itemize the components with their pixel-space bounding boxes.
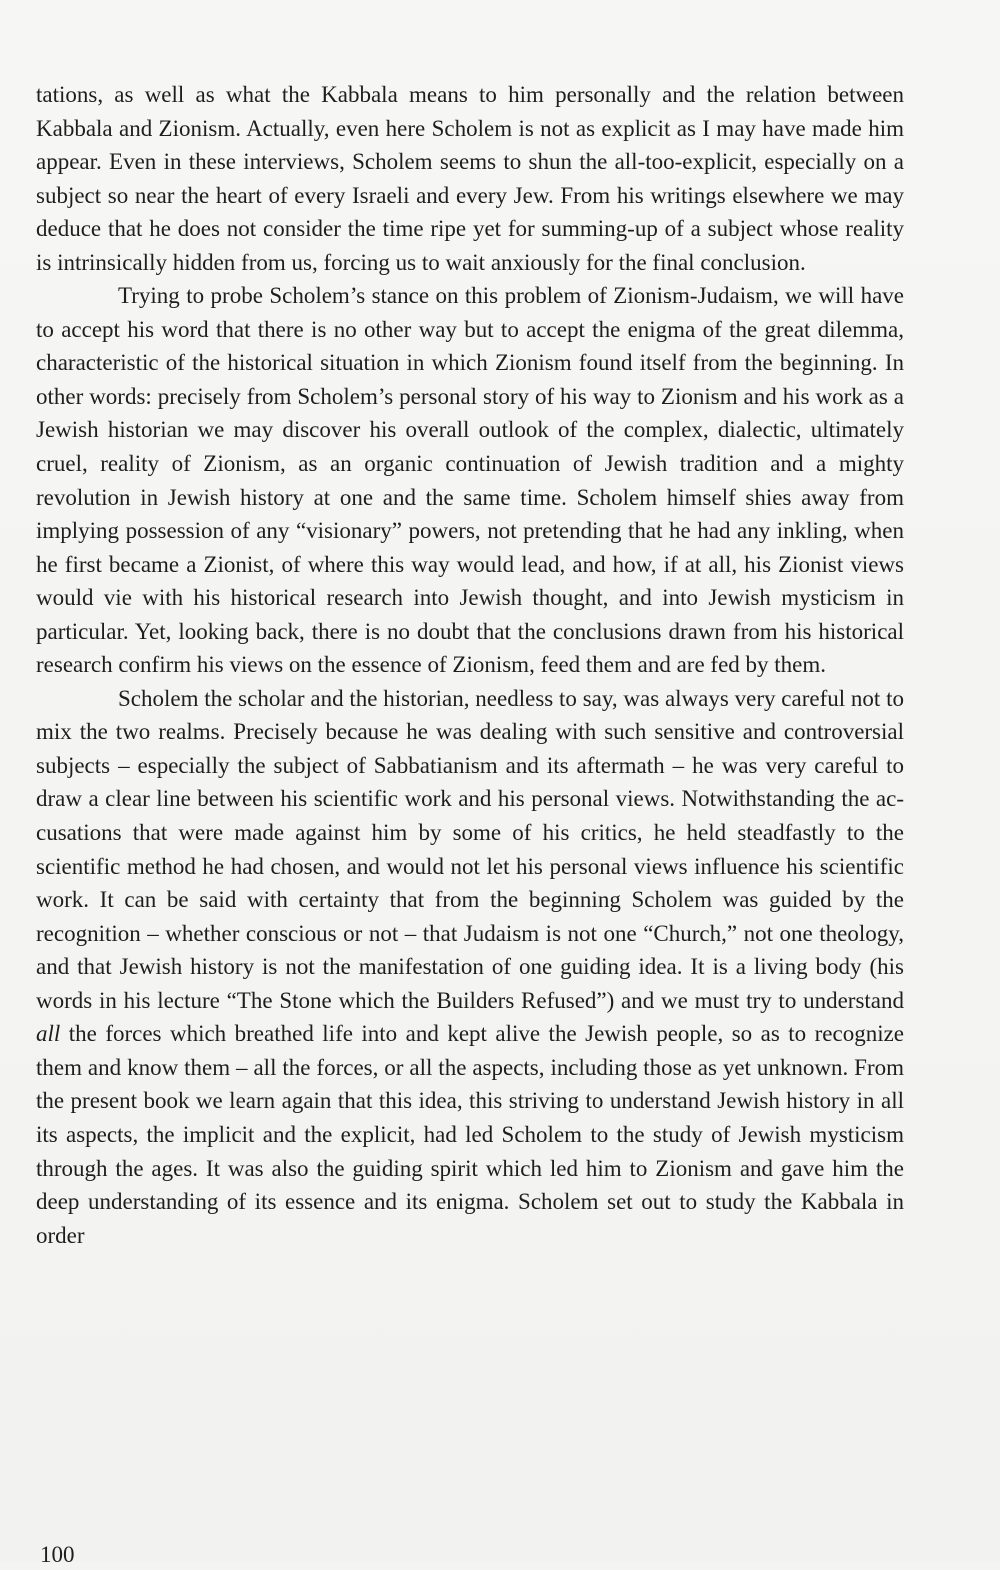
page-number: 100 xyxy=(40,1542,75,1567)
paragraph-2 xyxy=(36,279,904,682)
paragraph-1 xyxy=(36,78,904,279)
paragraph-3-text-part-1: Scholem the scholar and the historian, needless to say, was always very careful not to mix the two realms. Precisely because he was dealing with such sensitive and controversial subjects – especially the subject of Sabbatianism and its aftermath – he was very careful to draw a clear line between his scientific work and his personal views. Notwithstanding the accusations that were made against him by some of his critics, he held steadfastly to the scientific method he had chosen, and would not let his personal views influence his scientific work. It can be said with certainty that from the beginning Scholem was guided by the recognition – whether conscious or not – that Judaism is not one “Church,” not one theology, and that Jewish history is not the manifestation of one guiding idea. It is a living body (his words in his lecture “The Stone which the Builders Refused”) and we must try to understand xyxy=(36,685,904,1013)
paragraph-3-italic-word: all xyxy=(36,1021,61,1047)
paragraph-3-text-part-2: the forces which breathed life into and kept alive the Jewish people, so as to recognize them and know them – all the forces, or all the aspects, including those as yet unknown. From the present book we learn again that this idea, this striving to understand Jewish history in all its aspects, the implicit and the explicit, had led Scholem to the study of Jewish mysticism through the ages. It was also the guiding spirit which led him to Zionism and gave him the deep understanding of its essence and its enigma. Scholem set out to study the Kabbala in order xyxy=(36,1021,904,1248)
paragraph-3 xyxy=(36,682,904,1252)
body-text xyxy=(36,78,904,1252)
paragraph-2-text: Trying to probe Scholem’s stance on this problem of Zionism-Judaism, we will have to accept his word that there is no other way but to accept the enigma of the great dilemma, characteristic of the historical situation in which Zionism found itself from the beginning. In other words: precisely from Scholem’s personal story of his way to Zionism and his work as a Jewish historian we may discover his overall outlook of the complex, dialectic, ultimately cruel, reality of Zionism, as an organic continuation of Jewish tradition and a mighty revolution in Jewish history at one and the same time. Scholem himself shies away from implying possession of any “visionary” powers, not pretending that he had any inkling, when he first became a Zionist, of where this way would lead, and how, if at all, his Zionist views would vie with his historical research into Jewish thought, and into Jewish mysticism in particular. Yet, looking back, there is no doubt that the conclusions drawn from his historical research confirm his views on the essence of Zionism, feed them and are fed by them. xyxy=(36,283,904,678)
paragraph-1-text: tations, as well as what the Kabbala means to him personally and the relation between Kabbala and Zionism. Actually, even here Scholem is not as explicit as I may have made him appear. Even in these interviews, Scholem seems to shun the all-too-explicit, especially on a subject so near the heart of every Israeli and every Jew. From his writings elsewhere we may deduce that he does not consider the time ripe yet for summing-up of a subject whose reality is intrinsically hidden from us, forcing us to wait anxiously for the final conclusion. xyxy=(36,82,904,275)
